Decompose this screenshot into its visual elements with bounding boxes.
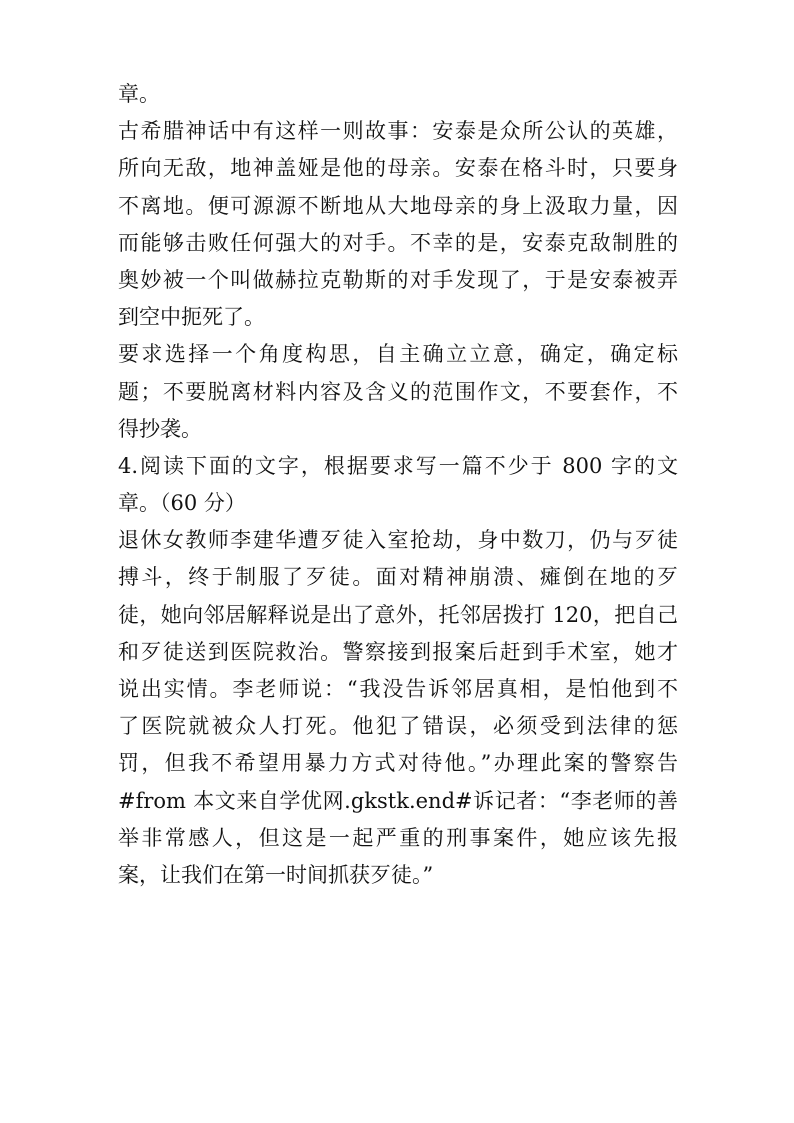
- text-line: 退休女教师李建华遭歹徒入室抢劫，身中数刀，仍与歹徒: [118, 528, 678, 553]
- text-line: 举非常感人，但这是一起严重的刑事案件，她应该先报: [118, 825, 678, 850]
- text-line: 和歹徒送到医院救治。警察接到报案后赶到手术室，她才: [118, 639, 678, 664]
- text-line: 要求选择一个角度构思，自主确立立意，确定，确定标: [118, 342, 678, 367]
- text-line: 题；不要脱离材料内容及含义的范围作文，不要套作，不: [118, 379, 678, 404]
- text-line: 4.阅读下面的文字，根据要求写一篇不少于 800 字的文: [118, 453, 678, 478]
- text-line: 得抄袭。: [118, 416, 202, 441]
- text-line: #from 本文来自学优网.gkstk.end#诉记者：“李老师的善: [118, 788, 678, 813]
- text-line: 罚，但我不希望用暴力方式对待他。”办理此案的警察告: [118, 751, 678, 776]
- text-line: 案，让我们在第一时间抓获歹徒。”: [118, 862, 434, 887]
- text-line: 而能够击败任何强大的对手。不幸的是，安泰克敌制胜的: [118, 230, 678, 255]
- document-body: [118, 76, 678, 894]
- text-line: 了医院就被众人打死。他犯了错误，必须受到法律的惩: [118, 714, 678, 739]
- text-line: 到空中扼死了。: [118, 305, 265, 330]
- text-line: 奥妙被一个叫做赫拉克勒斯的对手发现了，于是安泰被弄: [118, 267, 678, 292]
- text-line: 章。（60 分）: [118, 491, 246, 516]
- text-line: 说出实情。李老师说：“我没告诉邻居真相，是怕他到不: [118, 677, 678, 701]
- text-line: 搏斗，终于制服了歹徒。面对精神崩溃、瘫倒在地的歹: [118, 565, 678, 590]
- text-line: 古希腊神话中有这样一则故事：安泰是众所公认的英雄，: [118, 119, 678, 144]
- text-line: 徒，她向邻居解释说是出了意外，托邻居拨打 120，把自己: [118, 602, 678, 627]
- text-line: 不离地。便可源源不断地从大地母亲的身上汲取力量，因: [118, 193, 678, 218]
- text-line: 章。: [118, 82, 160, 106]
- text-line: 所向无敌，地神盖娅是他的母亲。安泰在格斗时，只要身: [118, 156, 678, 181]
